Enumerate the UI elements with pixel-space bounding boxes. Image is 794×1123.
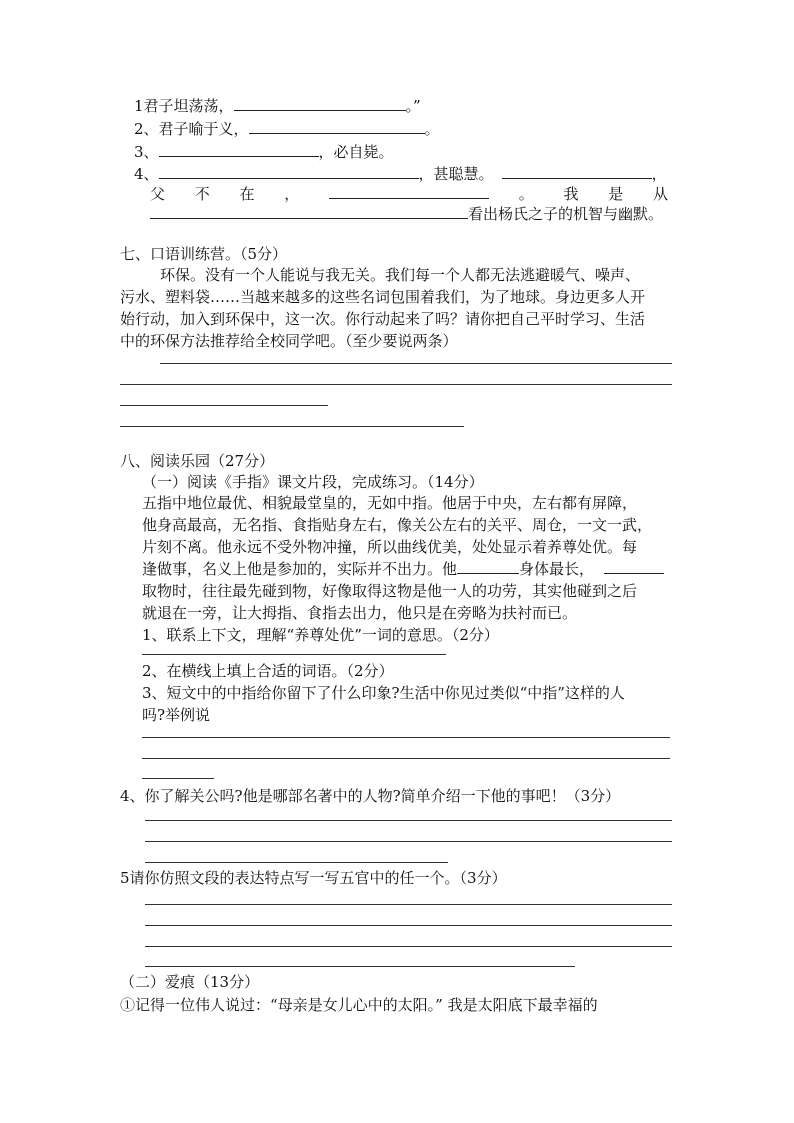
blank[interactable] <box>159 142 319 157</box>
answer-line[interactable] <box>160 363 672 364</box>
answer-line[interactable] <box>142 654 446 655</box>
passage-2-line: ①记得一位伟人说过：“母亲是女儿心中的太阳。” 我是太阳底下最幸福的 <box>120 996 598 1014</box>
blank[interactable] <box>502 164 652 179</box>
blank[interactable] <box>159 164 419 179</box>
fill-q3: 3、 ，必自毙。 <box>134 143 394 161</box>
blank[interactable] <box>150 204 468 219</box>
question-2: 2、在横线上填上合适的词语。（2分） <box>142 662 394 680</box>
blank[interactable] <box>604 559 664 574</box>
section-7-para-line: 始行动，加入到环保中，这一次。你行动起来了吗？请你把自己平时学习、生活 <box>120 310 646 328</box>
subsection-2-title: （二）爱痕（13分） <box>120 973 260 991</box>
passage-line: 就退在一旁，让大拇指、食指去出力，他只是在旁略为扶衬而已。 <box>142 604 578 622</box>
blank[interactable] <box>457 559 519 574</box>
answer-line[interactable] <box>145 925 672 926</box>
fill-q4-line2: 父 不 在 ， 。 我 是 从 <box>150 185 668 203</box>
question-4: 4、你了解关公吗?他是哪部名著中的人物?简单介绍一下他的事吧！（3分） <box>120 787 621 805</box>
fill-q1: 1君子坦荡荡， 。” <box>134 97 421 115</box>
section-7-para-line: 污水、塑料袋……当越来越多的这些名词包围着我们，为了地球。身边更多人开 <box>120 288 646 306</box>
answer-line[interactable] <box>120 426 464 427</box>
question-5: 5请你仿照文段的表达特点写一写五官中的任一个。（3分） <box>120 869 507 887</box>
blank[interactable] <box>249 119 425 134</box>
answer-line[interactable] <box>145 820 672 821</box>
fill-q4-line3: 看出杨氏之子的机智与幽默。 <box>150 204 663 224</box>
question-3: 3、短文中的中指给你留下了什么印象?生活中你见过类似“中指”这样的人 <box>142 684 625 702</box>
passage-line: 逢做事，名义上他是参加的，实际并不出力。他 身体最长， <box>142 559 664 579</box>
passage-line: 他身高最高，无名指、食指贴身左右，像关公左右的关平、周仓，一文一武， <box>142 516 653 534</box>
blank[interactable] <box>329 184 489 199</box>
blank[interactable] <box>234 96 406 111</box>
section-7-title: 七、口语训练营。（5分） <box>120 245 288 263</box>
answer-line[interactable] <box>145 862 448 863</box>
question-1: 1、联系上下文，理解“养尊处优”一词的意思。（2分） <box>142 626 499 644</box>
answer-line[interactable] <box>142 737 670 738</box>
answer-line[interactable] <box>145 841 672 842</box>
passage-line: 取物时，往往最先碰到物，好像取得这物是他一人的功劳，其实他碰到之后 <box>142 582 638 600</box>
fill-q4: 4、 ，甚聪慧。 ， <box>134 165 667 183</box>
answer-line[interactable] <box>145 946 672 947</box>
passage-line: 五指中地位最优、相貌最堂皇的，无如中指。他居于中央，左右都有屏障， <box>142 494 638 512</box>
answer-line[interactable] <box>142 778 214 779</box>
section-7-para-line: 中的环保方法推荐给全校同学吧。（至少要说两条） <box>120 332 458 350</box>
answer-line[interactable] <box>120 384 672 385</box>
fill-q2: 2、君子喻于义， 。 <box>134 120 440 138</box>
passage-line: 片刻不离。他永远不受外物冲撞，所以曲线优美，处处显示着养尊处优。每 <box>142 538 638 556</box>
answer-line[interactable] <box>145 904 672 905</box>
section-8-title: 八、阅读乐园（27分） <box>120 452 275 470</box>
answer-line[interactable] <box>142 758 670 759</box>
subsection-1-title: （一）阅读《手指》课文片段，完成练习。（14分） <box>142 473 484 491</box>
section-7-para-line: 环保。没有一个人能说与我无关。我们每一个人都无法逃避暖气、噪声、 <box>160 266 641 284</box>
answer-line[interactable] <box>120 405 328 406</box>
answer-line[interactable] <box>145 966 575 967</box>
question-3-cont: 吗?举例说 <box>142 706 211 724</box>
